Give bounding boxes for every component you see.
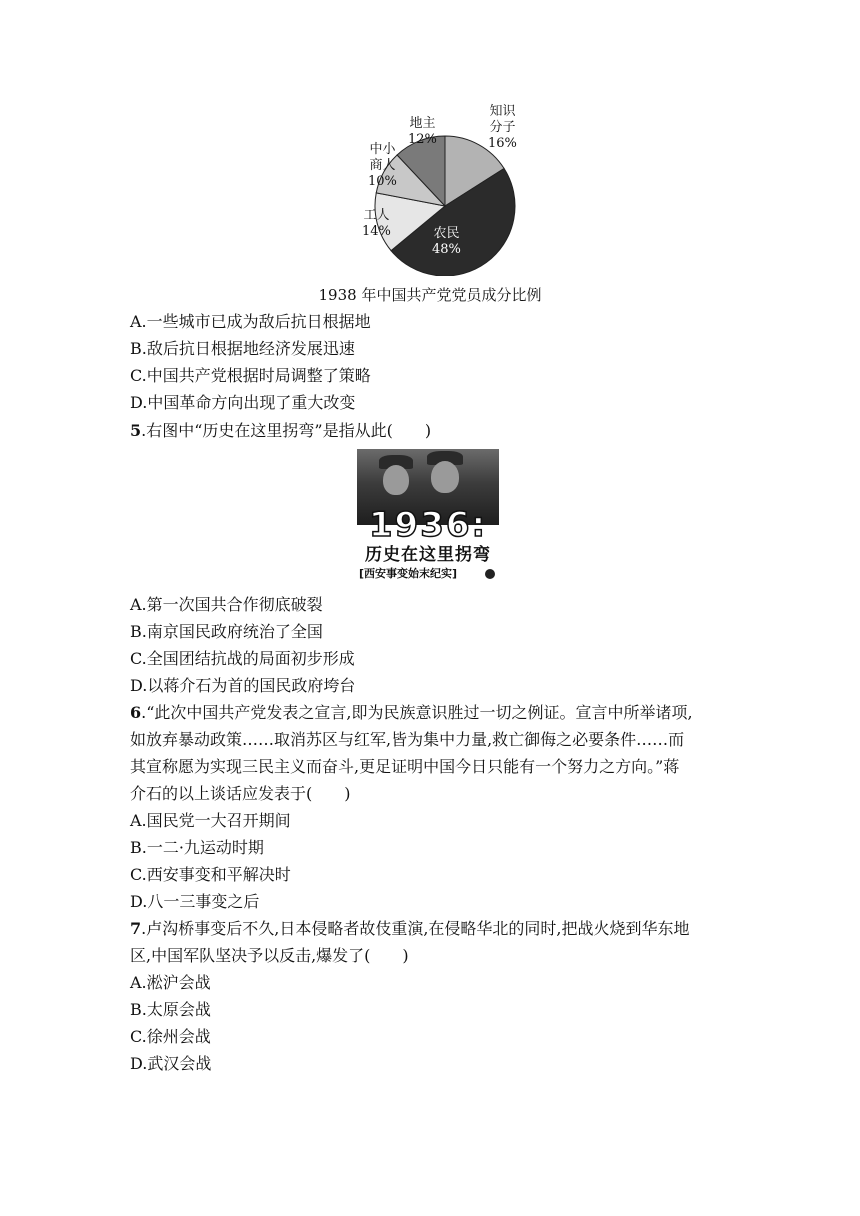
q6-stem-line-2: 如放弃暴动政策……取消苏区与红军,皆为集中力量,救亡御侮之必要条件……而 [130,730,685,749]
q5-option-a: A.第一次国共合作彻底破裂 [130,595,323,614]
pie-slice-label-text: 中小 [369,142,396,157]
book-cover-image [357,449,499,583]
q6-option-d: D.八一三事变之后 [130,892,260,911]
pie-slice-value: 12% [408,132,437,147]
pie-slice-label-text: 地主 [409,116,436,131]
pie-slice-value: 48% [432,242,461,257]
q5-option-b: B.南京国民政府统治了全国 [130,622,323,641]
q6-number: 6 [130,703,142,722]
q4-option-b: B.敌后抗日根据地经济发展迅速 [130,339,355,358]
pie-slice-label-text: 分子 [489,120,516,135]
pie-slice-label [368,142,397,190]
pie-slice-label [432,226,461,258]
pie-slice-label [362,208,391,240]
q7-option-d: D.武汉会战 [130,1054,212,1073]
book-cover-title: 历史在这里拐弯 [365,545,491,565]
q7-number: 7 [130,919,142,938]
q5-option-d: D.以蒋介石为首的国民政府垮台 [130,676,356,695]
officer-face-right [431,461,459,493]
q6-stem-line-3: 其宣称愿为实现三民主义而奋斗,更足证明中国今日只能有一个努力之方向。”蒋 [130,757,680,776]
pie-slice-label [408,116,437,148]
book-cover-year: 1936: [368,505,488,545]
book-cover-seal-icon [485,569,495,579]
q6-stem-line-1 [130,701,693,725]
q5-number: 5 [130,421,142,440]
q4-option-c: C.中国共产党根据时局调整了策略 [130,366,371,385]
q5-stem-text: .右图中“历史在这里拐弯”是指从此( ) [141,421,432,440]
pie-slice-label-text: 商人 [369,158,396,173]
pie-slice-label [488,104,517,152]
q5-option-c: C.全国团结抗战的局面初步形成 [130,649,355,668]
officer-face-left [383,465,409,495]
pie-slice-label-text: 知识 [489,104,516,119]
q6-option-b: B.一二·九运动时期 [130,838,264,857]
q5-stem [130,419,431,443]
pie-slice-value: 14% [362,224,391,239]
q7-stem-line-1 [130,917,690,941]
book-cover-subtitle: [西安事变始末纪实] [359,567,458,580]
q6-option-c: C.西安事变和平解决时 [130,865,291,884]
q7-option-c: C.徐州会战 [130,1027,211,1046]
pie-slice-value: 10% [368,174,397,189]
pie-chart-caption: 1938 年中国共产党党员成分比例 [318,286,542,304]
q6-option-a: A.国民党一大召开期间 [130,811,291,830]
q7-option-a: A.淞沪会战 [130,973,211,992]
pie-chart [300,96,580,276]
q7-option-b: B.太原会战 [130,1000,211,1019]
q7-stem-text-1: .卢沟桥事变后不久,日本侵略者故伎重演,在侵略华北的同时,把战火烧到华东地 [141,919,690,938]
pie-slice-label-text: 工人 [363,208,390,223]
pie-slice-label-text: 农民 [433,226,460,241]
q4-option-d: D.中国革命方向出现了重大改变 [130,393,356,412]
q6-stem-text-1: .“此次中国共产党发表之宣言,即为民族意识胜过一切之例证。宣言中所举诸项, [141,703,693,722]
q6-stem-line-4: 介石的以上谈话应发表于( ) [130,784,351,803]
q4-option-a: A.一些城市已成为敌后抗日根据地 [130,312,371,331]
pie-slice-value: 16% [488,136,517,151]
q7-stem-line-2: 区,中国军队坚决予以反击,爆发了( ) [130,946,409,965]
